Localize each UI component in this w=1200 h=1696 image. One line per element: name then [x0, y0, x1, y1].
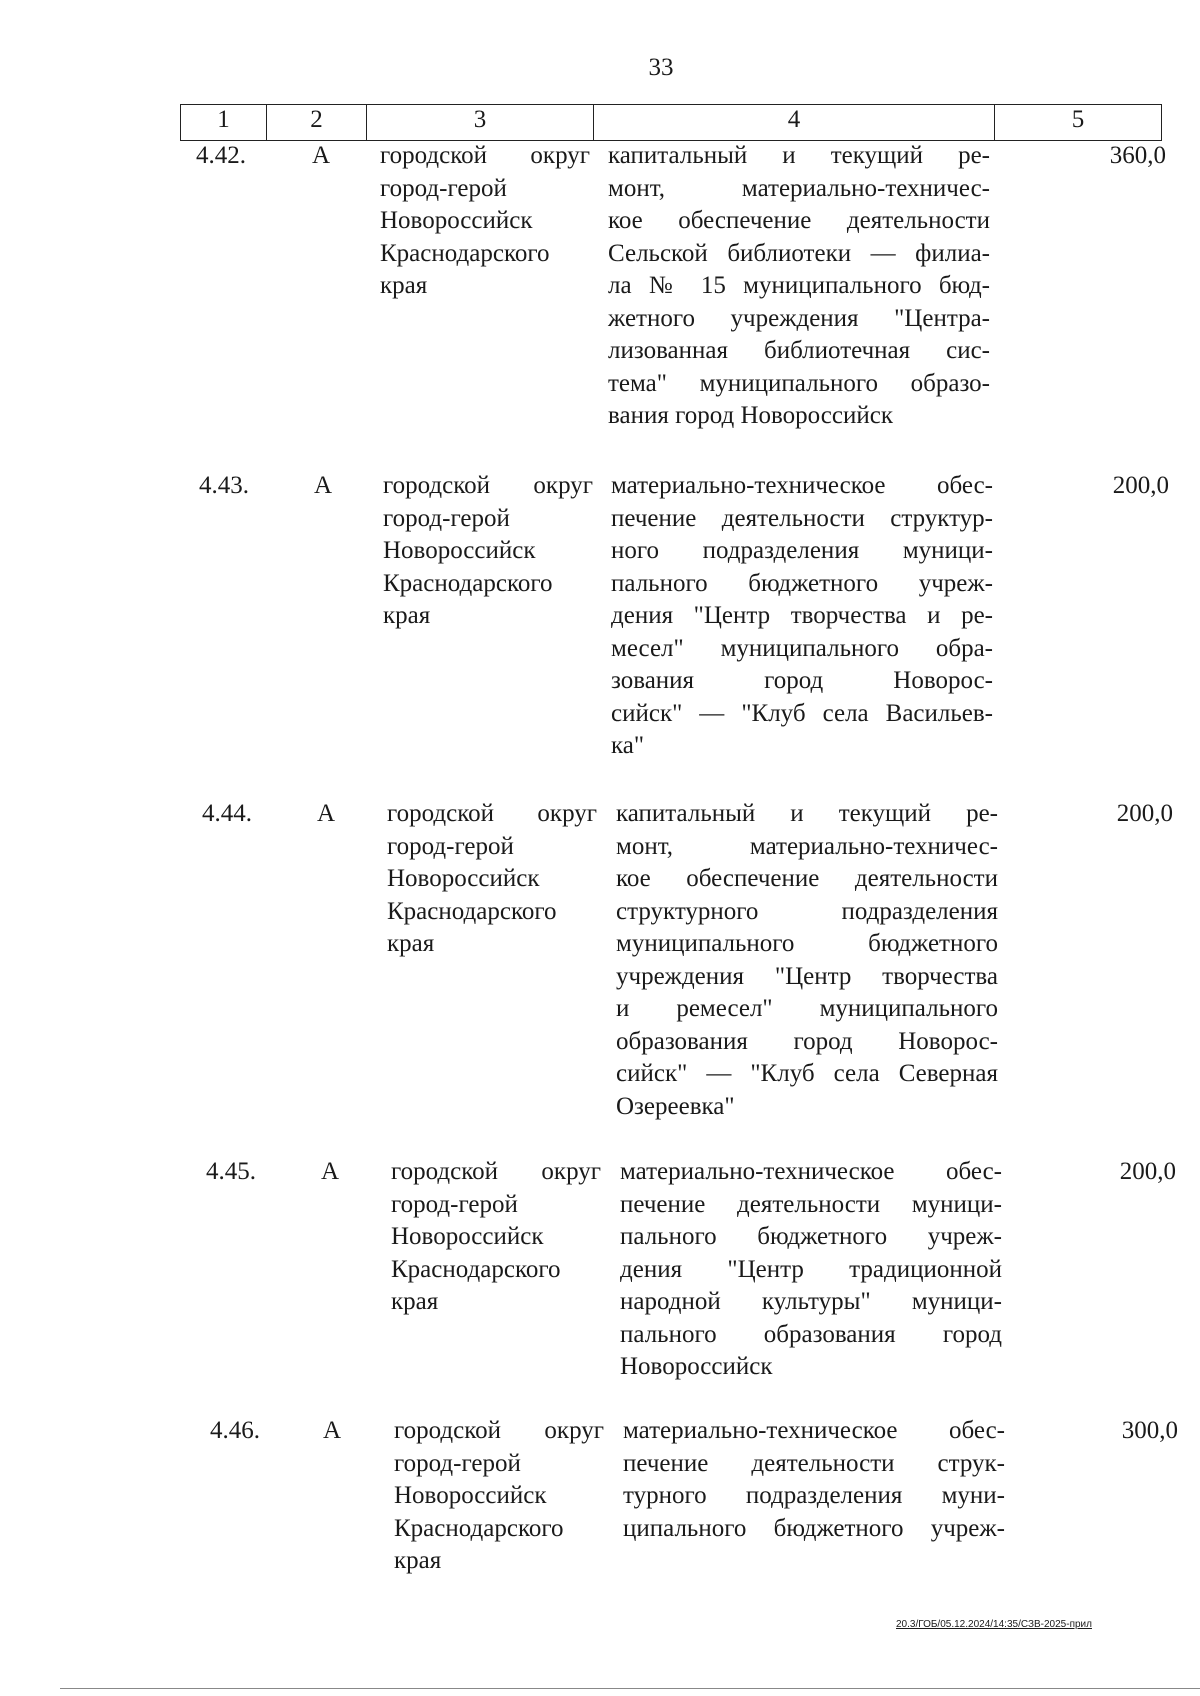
region-line: город-герой [387, 832, 514, 860]
row-description [611, 470, 993, 763]
row-type: А [320, 1158, 340, 1185]
column-header-row [180, 104, 1162, 141]
description-line: ка" [611, 732, 645, 759]
description-line: месел" муниципального обра- [611, 634, 993, 662]
page-number: 33 [648, 54, 674, 81]
region-line: Новороссийск [387, 865, 540, 892]
region-line: Краснодарского [394, 1514, 564, 1542]
row-description [623, 1415, 1005, 1545]
description-line: материально-техническое обес- [623, 1417, 1005, 1444]
region-line: городской округ [394, 1417, 604, 1444]
description-line: сийск" — "Клуб села Васильев- [611, 699, 993, 727]
description-line: образования город Новорос- [616, 1027, 998, 1055]
region-line: город-герой [380, 174, 507, 202]
row-number: 4.45. [206, 1158, 256, 1185]
region-line: края [380, 272, 428, 299]
description-line: монт, материально-техничес- [608, 174, 990, 202]
region-line: городской округ [391, 1158, 601, 1185]
row-number: 4.44. [202, 800, 252, 827]
row-amount: 360,0 [1109, 142, 1166, 169]
row-region [391, 1156, 601, 1319]
description-line: монт, материально-техничес- [616, 832, 998, 860]
row-amount: 200,0 [1112, 472, 1169, 499]
description-line: пального бюджетного учреж- [611, 569, 993, 597]
description-line: ла № 15 муниципального бюд- [608, 272, 990, 299]
description-line: кое обеспечение деятельности [616, 865, 998, 892]
description-line: жетного учреждения "Центра- [608, 304, 990, 332]
description-line: кое обеспечение деятельности [608, 207, 990, 234]
region-line: Новороссийск [380, 207, 533, 234]
description-line: Озереевка" [616, 1092, 735, 1120]
row-description [616, 798, 998, 1123]
description-line: тема" муниципального образо- [608, 369, 990, 397]
row-amount: 300,0 [1121, 1417, 1178, 1444]
row-type: А [313, 472, 333, 499]
description-line: зования город Новорос- [611, 667, 993, 694]
row-description [608, 140, 990, 433]
region-line: городской округ [383, 472, 593, 499]
row-amount: 200,0 [1116, 800, 1173, 827]
description-line: ципального бюджетного учреж- [623, 1514, 1005, 1542]
description-line: структурного подразделения [616, 897, 998, 925]
description-line: материально-техническое обес- [620, 1158, 1002, 1185]
description-line: пального образования город [620, 1320, 1002, 1348]
description-line: вания город Новороссийск [608, 402, 893, 429]
row-region [387, 798, 597, 961]
description-line: турного подразделения муни- [623, 1482, 1005, 1509]
region-line: городской округ [380, 142, 590, 169]
row-region [380, 140, 590, 303]
region-line: Новороссийск [394, 1482, 547, 1509]
description-line: капитальный и текущий ре- [608, 142, 990, 169]
description-line: капитальный и текущий ре- [616, 800, 998, 827]
description-line: печение деятельности муници- [620, 1190, 1002, 1218]
region-line: края [394, 1547, 442, 1574]
region-line: Краснодарского [380, 239, 550, 267]
region-line: Краснодарского [391, 1255, 561, 1283]
description-line: дения "Центр творчества и ре- [611, 602, 993, 629]
region-line: края [387, 930, 435, 957]
region-line: края [391, 1288, 439, 1315]
row-type: А [322, 1417, 342, 1444]
column-header-5: 5 [1071, 106, 1085, 133]
description-line: и ремесел" муниципального [616, 995, 998, 1022]
row-region [383, 470, 593, 633]
region-line: Краснодарского [383, 569, 553, 597]
region-line: городской округ [387, 800, 597, 827]
row-number: 4.42. [196, 142, 246, 169]
description-line: ного подразделения муници- [611, 537, 993, 564]
region-line: Новороссийск [391, 1223, 544, 1250]
description-line: Новороссийск [620, 1353, 773, 1380]
row-number: 4.46. [210, 1417, 260, 1444]
description-line: дения "Центр традиционной [620, 1255, 1002, 1283]
region-line: город-герой [391, 1190, 518, 1218]
description-line: материально-техническое обес- [611, 472, 993, 499]
row-number: 4.43. [199, 472, 249, 499]
description-line: печение деятельности струк- [623, 1449, 1005, 1477]
description-line: печение деятельности структур- [611, 504, 993, 532]
row-amount: 200,0 [1119, 1158, 1176, 1185]
description-line: лизованная библиотечная сис- [608, 337, 990, 364]
region-line: Новороссийск [383, 537, 536, 564]
column-header-2: 2 [267, 105, 367, 140]
description-line: сийск" — "Клуб села Северная [616, 1060, 998, 1087]
region-line: город-герой [383, 504, 510, 532]
column-header-3: 3 [367, 105, 594, 140]
column-header-4: 4 [594, 105, 995, 140]
row-type: А [316, 800, 336, 827]
description-line: муниципального бюджетного [616, 930, 998, 957]
description-line: Сельской библиотеки — филиа- [608, 239, 990, 267]
row-region [394, 1415, 604, 1578]
description-line: народной культуры" муници- [620, 1288, 1002, 1315]
bottom-rule [60, 1688, 1200, 1689]
row-type: А [311, 142, 331, 169]
region-line: город-герой [394, 1449, 521, 1477]
region-line: Краснодарского [387, 897, 557, 925]
description-line: пального бюджетного учреж- [620, 1223, 1002, 1250]
description-line: учреждения "Центр творчества [616, 962, 998, 990]
column-header-1: 1 [181, 105, 267, 140]
region-line: края [383, 602, 431, 629]
row-description [620, 1156, 1002, 1384]
document-code: 20.3/ГОБ/05.12.2024/14:35/СЗВ-2025-прил [896, 1619, 1092, 1630]
